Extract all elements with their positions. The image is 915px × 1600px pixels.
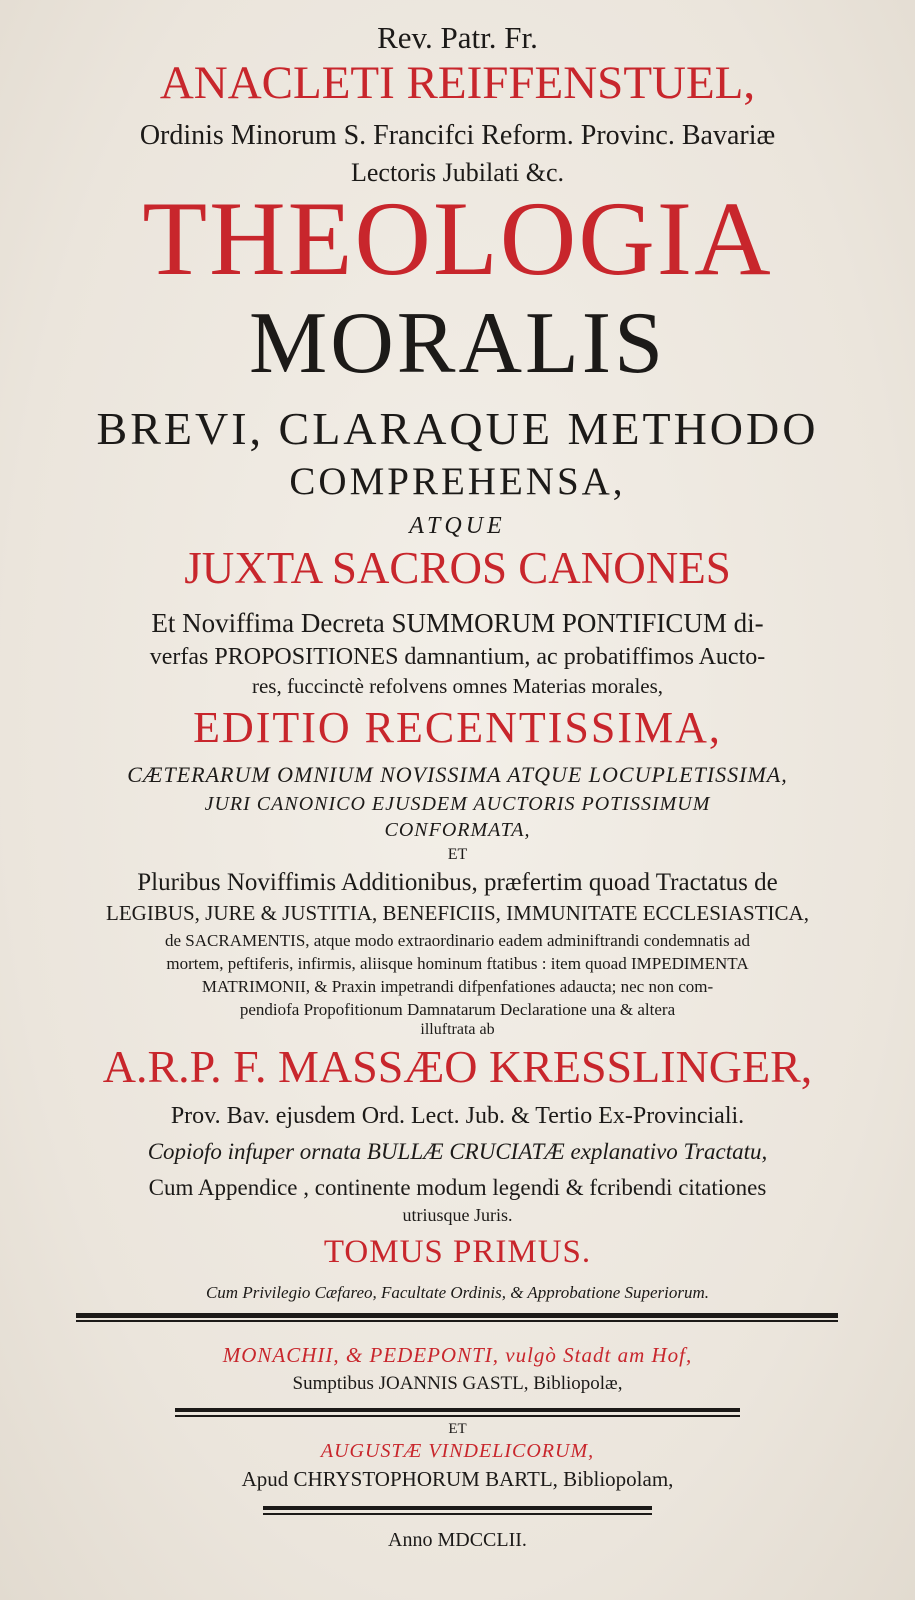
author-name: ANACLETI REIFFENSTUEL, [159, 57, 756, 109]
volume-heading: TOMUS PRIMUS. [323, 1234, 592, 1270]
appendix-line: Cum Appendice , continente modum legendi & fcribendi citationes [148, 1175, 767, 1200]
main-title: THEOLOGIA [142, 180, 773, 297]
additions-line-1: Pluribus Noviffimis Additionibus, præfertim quoad Tractatus de [137, 869, 778, 896]
privilege-line: Cum Privilegio Cæfareo, Facultate Ordinis, & Approbatione Superiorum. [205, 1283, 710, 1302]
conjunction-atque: ATQUE [409, 513, 506, 539]
additions-line-3: de SACRAMENTIS, atque modo extraordinario eadem adminiftrandi condemnatis ad [165, 931, 750, 950]
conjunction-et: ET [447, 846, 468, 863]
additions-line-6: pendiofa Propofitionum Damnatarum Declaratione una & altera [239, 1000, 676, 1019]
additions-line-5: MATRIMONII, & Praxin impetrandi difpenfationes adaucta; nec non com- [201, 977, 714, 996]
imprint-publisher-2: Apud CHRYSTOPHORUM BARTL, Bibliopolam, [241, 1467, 674, 1491]
imprint-et: ET [448, 1421, 467, 1437]
imprint-city-1: MONACHII, & PEDEPONTI, vulgò Stadt am Hof, [222, 1343, 693, 1367]
subtitle-1: BREVI, CLARAQUE METHODO [96, 403, 819, 454]
desc-line-2: verfas PROPOSITIONES damnantium, ac probatiffimos Aucto- [149, 644, 766, 670]
imprint-city-2: AUGUSTÆ VINDELICORUM, [320, 1440, 595, 1462]
edition-desc-2: JURI CANONICO EJUSDEM AUCTORIS POTISSIMUM [204, 793, 711, 815]
divider-rule-2b [175, 1415, 740, 1417]
editor-name: A.R.P. F. MASSÆO KRESSLINGER, [102, 1041, 813, 1092]
additions-line-2: LEGIBUS, JURE & JUSTITIA, BENEFICIIS, IMMUNITATE ECCLESIASTICA, [106, 901, 809, 925]
additions-line-4: mortem, peftiferis, infirmis, aliisque hominum ftatibus : item quoad IMPEDIMENTA [166, 954, 749, 973]
subtitle-canones: JUXTA SACROS CANONES [184, 543, 731, 593]
imprint-publisher-1: Sumptibus JOANNIS GASTL, Bibliopolæ, [292, 1373, 623, 1394]
divider-rule-3b [263, 1513, 652, 1515]
divider-rule-1 [76, 1313, 838, 1318]
edition-desc-1: CÆTERARUM OMNIUM NOVISSIMA ATQUE LOCUPLETISSIMA, [127, 762, 788, 787]
main-title-second: MORALIS [248, 295, 667, 392]
divider-rule-2 [175, 1408, 740, 1412]
author-prefix: Rev. Patr. Fr. [377, 20, 538, 55]
subtitle-2: COMPREHENSA, [289, 460, 626, 503]
author-order: Ordinis Minorum S. Francifci Reform. Provinc. Bavariæ [139, 120, 776, 151]
appendix-line-2: utriusque Juris. [402, 1205, 513, 1225]
divider-rule-3 [263, 1506, 652, 1510]
desc-line-1: Et Noviffima Decreta SUMMORUM PONTIFICUM di- [151, 608, 764, 638]
edition-desc-3: CONFORMATA, [384, 819, 531, 841]
divider-rule-1b [76, 1320, 838, 1322]
editor-title: Prov. Bav. ejusdem Ord. Lect. Jub. & Tertio Ex-Provinciali. [170, 1103, 745, 1129]
bulla-line: Copiofo infuper ornata BULLÆ CRUCIATÆ explanativo Tractatu, [147, 1139, 768, 1164]
imprint-year: Anno MDCCLII. [388, 1529, 527, 1551]
edition-heading: EDITIO RECENTISSIMA, [193, 703, 722, 752]
author-rank: Lectoris Jubilati &c. [350, 158, 564, 187]
additions-line-7: illuftrata ab [420, 1021, 495, 1038]
desc-line-3: res, fuccinctè refolvens omnes Materias morales, [251, 674, 664, 698]
